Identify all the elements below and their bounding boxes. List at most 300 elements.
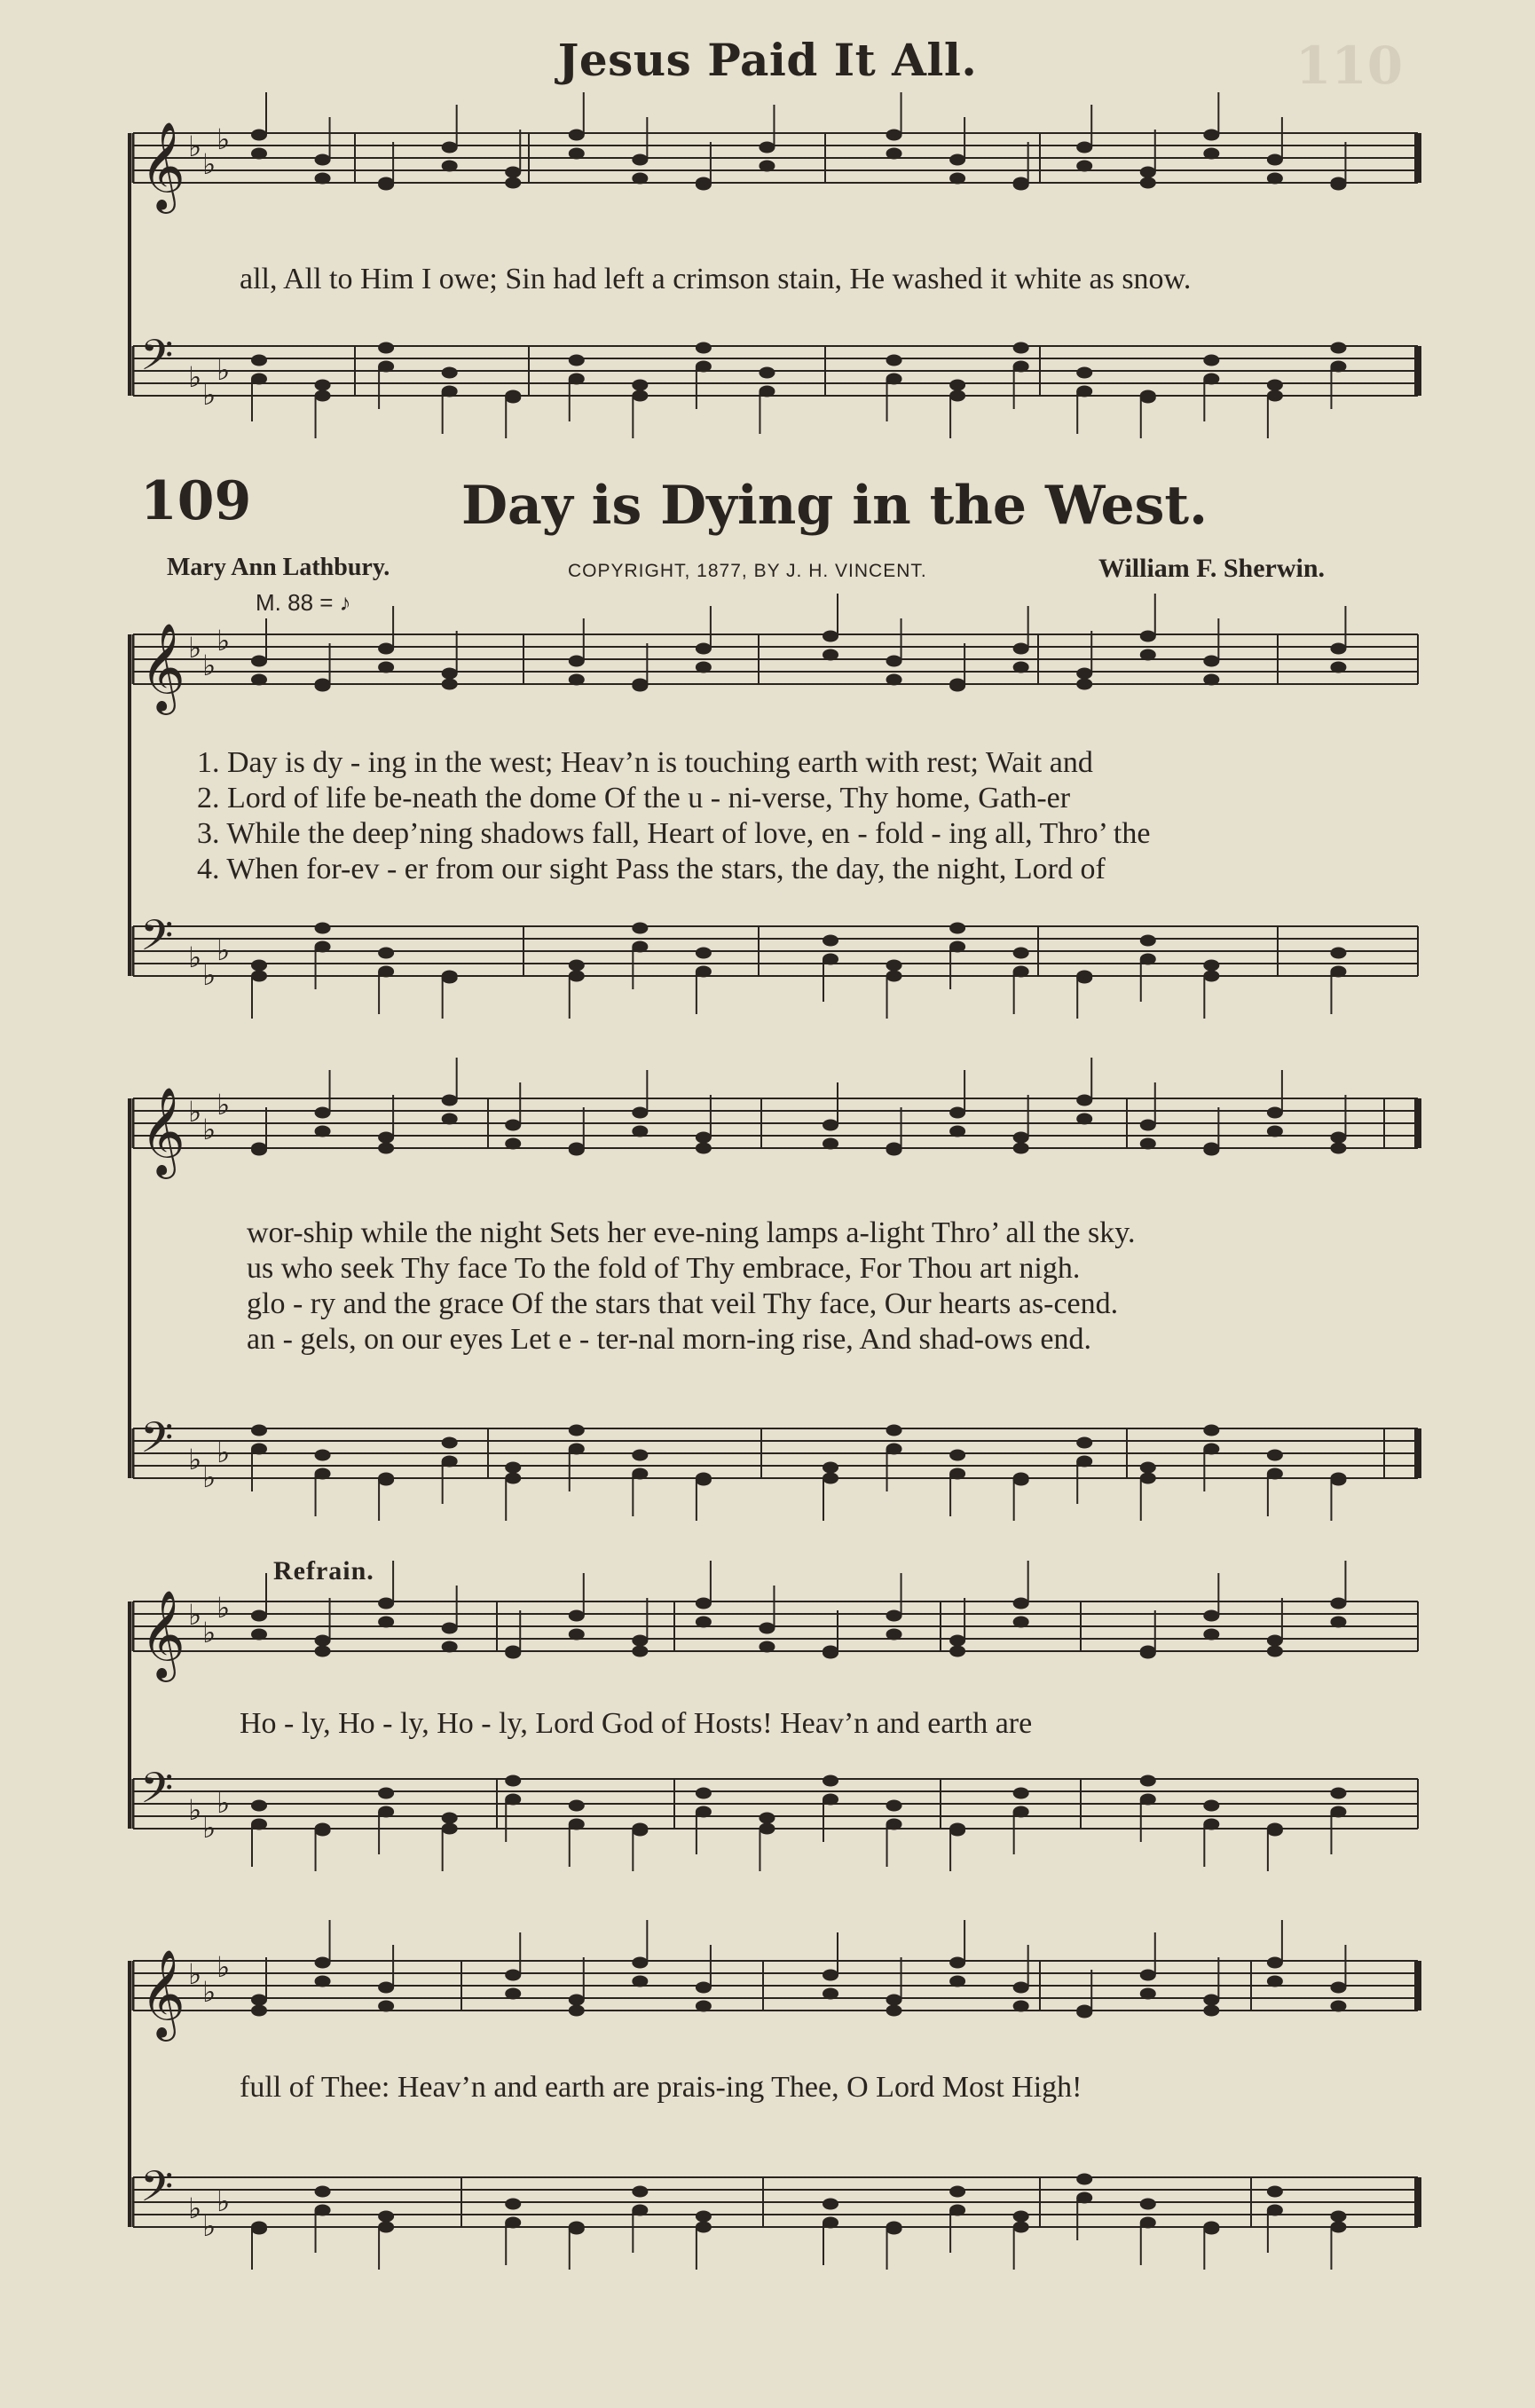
note-head — [442, 1114, 458, 1125]
note-head — [378, 1982, 394, 1994]
note-head — [1330, 177, 1346, 189]
bass-clef-icon: 𝄢 — [140, 2161, 174, 2222]
note-head — [1140, 1794, 1156, 1806]
note-head — [759, 1641, 775, 1653]
note-head — [1203, 656, 1219, 667]
note-head — [886, 1995, 902, 2006]
note-head — [759, 142, 775, 153]
note-head — [1013, 643, 1029, 655]
note-head — [949, 1450, 965, 1461]
note-head — [886, 2222, 902, 2233]
note-head — [1140, 2217, 1156, 2229]
note-head — [1203, 2222, 1219, 2233]
note-head — [632, 154, 648, 166]
note-head — [949, 1976, 965, 1987]
note-head — [632, 1957, 648, 1969]
note-head — [1330, 2001, 1346, 2012]
note-head — [251, 960, 267, 972]
note-head — [251, 1143, 267, 1154]
note-head — [1330, 1132, 1346, 1144]
note-head — [1267, 2205, 1283, 2216]
flat-icon: ♭ — [188, 1443, 202, 1476]
note-head — [759, 386, 775, 397]
note-head — [505, 1473, 521, 1484]
flat-icon: ♭ — [216, 624, 231, 657]
note-head — [505, 1120, 521, 1131]
note-head — [1013, 2222, 1029, 2233]
note-head — [569, 1800, 585, 1812]
note-head — [442, 1095, 458, 1106]
note-head — [1140, 1138, 1156, 1150]
note-head — [569, 130, 585, 141]
note-head — [378, 2211, 394, 2223]
note-head — [315, 2205, 331, 2216]
note-head — [251, 1425, 267, 1436]
note-head — [505, 2199, 521, 2210]
note-head — [823, 1138, 838, 1150]
note-head — [696, 1132, 712, 1144]
note-head — [759, 1823, 775, 1835]
note-head — [886, 1143, 902, 1154]
note-head — [505, 177, 521, 189]
note-head — [1330, 1788, 1346, 1799]
note-head — [315, 1468, 331, 1480]
flat-icon: ♭ — [202, 1113, 216, 1146]
note-head — [251, 1610, 267, 1622]
note-head — [378, 1806, 394, 1818]
note-head — [1267, 1635, 1283, 1647]
note-head — [1267, 1450, 1283, 1461]
note-head — [1330, 361, 1346, 373]
note-head — [1140, 631, 1156, 642]
note-head — [949, 1957, 965, 1969]
note-head — [823, 649, 838, 661]
note-head — [1330, 2222, 1346, 2233]
bass-clef-icon: 𝄢 — [140, 1413, 174, 1473]
note-head — [1267, 1823, 1283, 1835]
note-head — [569, 1629, 585, 1641]
note-head — [949, 1107, 965, 1119]
note-head — [315, 1107, 331, 1119]
note-head — [949, 679, 965, 690]
note-head — [949, 390, 965, 402]
note-head — [569, 355, 585, 366]
note-head — [1330, 1143, 1346, 1154]
note-head — [569, 1425, 585, 1436]
note-head — [378, 1473, 394, 1484]
flat-icon: ♭ — [188, 1095, 202, 1129]
note-head — [1013, 1788, 1029, 1799]
note-head — [1076, 2005, 1092, 2017]
note-head — [1203, 355, 1219, 366]
note-head — [569, 1610, 585, 1622]
note-head — [696, 966, 712, 978]
flat-icon: ♭ — [188, 2192, 202, 2225]
note-head — [1330, 966, 1346, 978]
note-head — [1203, 971, 1219, 982]
note-head — [378, 361, 394, 373]
note-head — [505, 1138, 521, 1150]
note-head — [823, 631, 838, 642]
note-head — [696, 948, 712, 959]
note-head — [442, 161, 458, 172]
flat-icon: ♭ — [202, 1811, 216, 1845]
refrain-line-1: Ho - ly, Ho - ly, Ho - ly, Lord God of Hosts! Heav’n and earth are — [240, 1707, 1033, 1740]
note-head — [1140, 1775, 1156, 1787]
note-head — [251, 1629, 267, 1641]
note-head — [442, 668, 458, 680]
note-head — [759, 161, 775, 172]
flat-icon: ♭ — [188, 130, 202, 163]
flat-icon: ♭ — [216, 1436, 231, 1469]
note-head — [1140, 1970, 1156, 1981]
hymn-title: Day is Dying in the West. — [461, 475, 1208, 537]
note-head — [315, 1126, 331, 1137]
note-head — [1140, 177, 1156, 189]
note-head — [1076, 367, 1092, 379]
note-head — [823, 935, 838, 947]
note-head — [251, 674, 267, 686]
flat-icon: ♭ — [216, 2184, 231, 2218]
note-head — [1267, 1646, 1283, 1657]
note-head — [442, 386, 458, 397]
note-head — [886, 674, 902, 686]
note-head — [1330, 1806, 1346, 1818]
lyricist-credit: Mary Ann Lathbury. — [167, 554, 390, 581]
note-head — [315, 1450, 331, 1461]
flat-icon: ♭ — [216, 353, 231, 387]
note-head — [759, 367, 775, 379]
note-head — [251, 656, 267, 667]
note-head — [1330, 1473, 1346, 1484]
note-head — [632, 1468, 648, 1480]
note-head — [1013, 2001, 1029, 2012]
note-head — [1330, 1617, 1346, 1628]
note-head — [569, 960, 585, 972]
note-head — [315, 941, 331, 953]
flat-icon: ♭ — [188, 631, 202, 665]
refrain-label: Refrain. — [273, 1556, 374, 1586]
note-head — [632, 1635, 648, 1647]
note-head — [696, 1143, 712, 1154]
note-head — [1013, 1806, 1029, 1818]
note-head — [1013, 1982, 1029, 1994]
verse-1-line-1: 1. Day is dy - ing in the west; Heav’n is touching earth with rest; Wait and — [197, 746, 1093, 779]
note-head — [442, 142, 458, 153]
note-head — [1330, 643, 1346, 655]
note-head — [251, 1444, 267, 1455]
note-head — [823, 1775, 838, 1787]
note-head — [378, 177, 394, 189]
note-head — [1013, 342, 1029, 354]
note-head — [1203, 1143, 1219, 1154]
flat-icon: ♭ — [202, 1460, 216, 1494]
note-head — [505, 167, 521, 178]
note-head — [1203, 674, 1219, 686]
note-head — [569, 1143, 585, 1154]
note-head — [505, 2217, 521, 2229]
note-head — [1330, 2211, 1346, 2223]
note-head — [315, 1823, 331, 1835]
note-head — [1140, 935, 1156, 947]
tempo-marking: M. 88 = ♪ — [256, 589, 351, 616]
note-head — [378, 1132, 394, 1144]
note-head — [886, 374, 902, 385]
note-head — [315, 1976, 331, 1987]
note-head — [1330, 342, 1346, 354]
note-head — [569, 2222, 585, 2233]
verse-3-line-1: 3. While the deep’ning shadows fall, Heart of love, en - fold - ing all, Thro’ the — [197, 817, 1151, 850]
note-head — [1267, 173, 1283, 185]
note-head — [1267, 390, 1283, 402]
note-head — [315, 380, 331, 391]
note-head — [251, 971, 267, 982]
note-head — [505, 1794, 521, 1806]
flat-icon: ♭ — [216, 1786, 231, 1820]
note-head — [569, 2005, 585, 2017]
verse-4-line-1: 4. When for-ev - er from our sight Pass the stars, the day, the night, Lord of — [197, 853, 1106, 885]
note-head — [696, 1473, 712, 1484]
note-head — [1076, 2174, 1092, 2185]
verse-3-line-2: glo - ry and the grace Of the stars that veil Thy face, Our hearts as-cend. — [247, 1287, 1119, 1320]
note-head — [378, 948, 394, 959]
note-head — [696, 1788, 712, 1799]
note-head — [251, 1995, 267, 2006]
note-head — [1076, 1095, 1092, 1106]
note-head — [949, 154, 965, 166]
note-head — [696, 177, 712, 189]
note-head — [696, 2001, 712, 2012]
flat-icon: ♭ — [202, 147, 216, 181]
note-head — [886, 960, 902, 972]
note-head — [505, 1646, 521, 1657]
note-head — [378, 2222, 394, 2233]
note-head — [1013, 662, 1029, 673]
note-head — [315, 154, 331, 166]
note-head — [886, 1819, 902, 1830]
flat-icon: ♭ — [202, 958, 216, 992]
note-head — [632, 173, 648, 185]
note-head — [696, 1598, 712, 1609]
note-head — [378, 342, 394, 354]
note-head — [315, 2186, 331, 2198]
bleed-through-number: 110 — [1295, 35, 1404, 96]
note-head — [1203, 1800, 1219, 1812]
note-head — [886, 355, 902, 366]
composer-credit: William F. Sherwin. — [1098, 554, 1326, 583]
note-head — [505, 1970, 521, 1981]
note-head — [1076, 161, 1092, 172]
note-head — [315, 1957, 331, 1969]
note-head — [759, 1623, 775, 1634]
treble-clef-icon: 𝄞 — [140, 623, 185, 712]
note-head — [1140, 2199, 1156, 2210]
note-head — [886, 1425, 902, 1436]
note-head — [442, 1456, 458, 1468]
note-head — [315, 1635, 331, 1647]
note-head — [632, 380, 648, 391]
hymn-number: 109 — [140, 470, 252, 532]
note-head — [1330, 1982, 1346, 1994]
note-head — [1203, 1444, 1219, 1455]
flat-icon: ♭ — [216, 1950, 231, 1984]
note-head — [1013, 361, 1029, 373]
note-head — [1267, 2186, 1283, 2198]
note-head — [886, 148, 902, 160]
note-head — [378, 1617, 394, 1628]
note-head — [632, 1646, 648, 1657]
note-head — [315, 173, 331, 185]
note-head — [949, 380, 965, 391]
note-head — [1140, 1120, 1156, 1131]
note-head — [442, 971, 458, 982]
note-head — [632, 1976, 648, 1987]
note-head — [632, 1107, 648, 1119]
note-head — [442, 679, 458, 690]
note-head — [442, 1437, 458, 1449]
previous-hymn-lyric: all, All to Him I owe; Sin had left a crimson stain, He washed it white as snow. — [240, 263, 1192, 295]
note-head — [823, 1794, 838, 1806]
note-head — [1013, 2211, 1029, 2223]
note-head — [1076, 679, 1092, 690]
flat-icon: ♭ — [188, 940, 202, 974]
flat-icon: ♭ — [188, 1957, 202, 1991]
note-head — [1330, 662, 1346, 673]
note-head — [632, 1450, 648, 1461]
note-head — [949, 941, 965, 953]
bass-clef-icon: 𝄢 — [140, 330, 174, 390]
note-head — [569, 148, 585, 160]
note-head — [505, 1988, 521, 2000]
note-head — [569, 1995, 585, 2006]
note-head — [696, 1806, 712, 1818]
previous-hymn-title: Jesus Paid It All. — [557, 34, 978, 86]
note-head — [823, 954, 838, 965]
note-head — [1076, 1456, 1092, 1468]
note-head — [315, 390, 331, 402]
note-head — [886, 1800, 902, 1812]
note-head — [886, 1610, 902, 1622]
note-head — [378, 1143, 394, 1154]
note-head — [632, 390, 648, 402]
treble-clef-icon: 𝄞 — [140, 122, 185, 210]
note-head — [823, 1988, 838, 2000]
note-head — [696, 342, 712, 354]
note-head — [696, 662, 712, 673]
note-head — [1203, 1995, 1219, 2006]
note-head — [1267, 1107, 1283, 1119]
note-head — [1140, 1462, 1156, 1474]
note-head — [949, 1126, 965, 1137]
note-head — [378, 1788, 394, 1799]
note-head — [569, 971, 585, 982]
note-head — [442, 1641, 458, 1653]
note-head — [632, 2205, 648, 2216]
note-head — [632, 941, 648, 953]
flat-icon: ♭ — [188, 1598, 202, 1632]
note-head — [949, 173, 965, 185]
flat-icon: ♭ — [188, 1793, 202, 1827]
note-head — [1267, 1957, 1283, 1969]
note-head — [759, 1813, 775, 1824]
note-head — [823, 1646, 838, 1657]
note-head — [632, 1126, 648, 1137]
treble-clef-icon: 𝄞 — [140, 1949, 185, 2038]
note-head — [823, 2217, 838, 2229]
note-head — [1013, 1598, 1029, 1609]
note-head — [632, 679, 648, 690]
note-head — [1013, 1617, 1029, 1628]
note-head — [442, 367, 458, 379]
note-head — [569, 1444, 585, 1455]
note-head — [632, 2186, 648, 2198]
copyright-notice: COPYRIGHT, 1877, BY J. H. VINCENT. — [568, 561, 927, 581]
note-head — [886, 1444, 902, 1455]
note-head — [696, 2222, 712, 2233]
note-head — [823, 1473, 838, 1484]
note-head — [1076, 142, 1092, 153]
note-head — [251, 1819, 267, 1830]
note-head — [251, 1800, 267, 1812]
note-head — [1203, 1425, 1219, 1436]
note-head — [1330, 948, 1346, 959]
note-head — [442, 1623, 458, 1634]
flat-icon: ♭ — [216, 1591, 231, 1625]
note-head — [1140, 954, 1156, 965]
note-head — [949, 923, 965, 934]
note-head — [251, 2005, 267, 2017]
note-head — [1203, 374, 1219, 385]
note-head — [1203, 960, 1219, 972]
note-head — [1013, 966, 1029, 978]
flat-icon: ♭ — [202, 649, 216, 682]
note-head — [696, 1617, 712, 1628]
note-head — [251, 2222, 267, 2233]
note-head — [378, 2001, 394, 2012]
note-head — [949, 1646, 965, 1657]
note-head — [696, 361, 712, 373]
note-head — [1076, 2192, 1092, 2204]
note-head — [1013, 1143, 1029, 1154]
note-head — [949, 1468, 965, 1480]
note-head — [378, 643, 394, 655]
note-head — [1013, 1132, 1029, 1144]
note-head — [1140, 167, 1156, 178]
note-head — [696, 2211, 712, 2223]
note-head — [949, 2205, 965, 2216]
note-head — [696, 643, 712, 655]
note-head — [442, 1823, 458, 1835]
note-head — [569, 656, 585, 667]
note-head — [1013, 948, 1029, 959]
bass-clef-icon: 𝄢 — [140, 910, 174, 971]
note-head — [632, 923, 648, 934]
note-head — [251, 355, 267, 366]
note-head — [1203, 148, 1219, 160]
note-head — [1140, 649, 1156, 661]
note-head — [1140, 1473, 1156, 1484]
flat-icon: ♭ — [216, 933, 231, 967]
note-head — [1330, 1598, 1346, 1609]
flat-icon: ♭ — [202, 1975, 216, 2009]
note-head — [378, 662, 394, 673]
note-head — [505, 390, 521, 402]
flat-icon: ♭ — [202, 2209, 216, 2243]
note-head — [569, 374, 585, 385]
note-head — [442, 1813, 458, 1824]
verse-2-line-2: us who seek Thy face To the fold of Thy embrace, For Thou art nigh. — [247, 1252, 1081, 1285]
note-head — [315, 1646, 331, 1657]
